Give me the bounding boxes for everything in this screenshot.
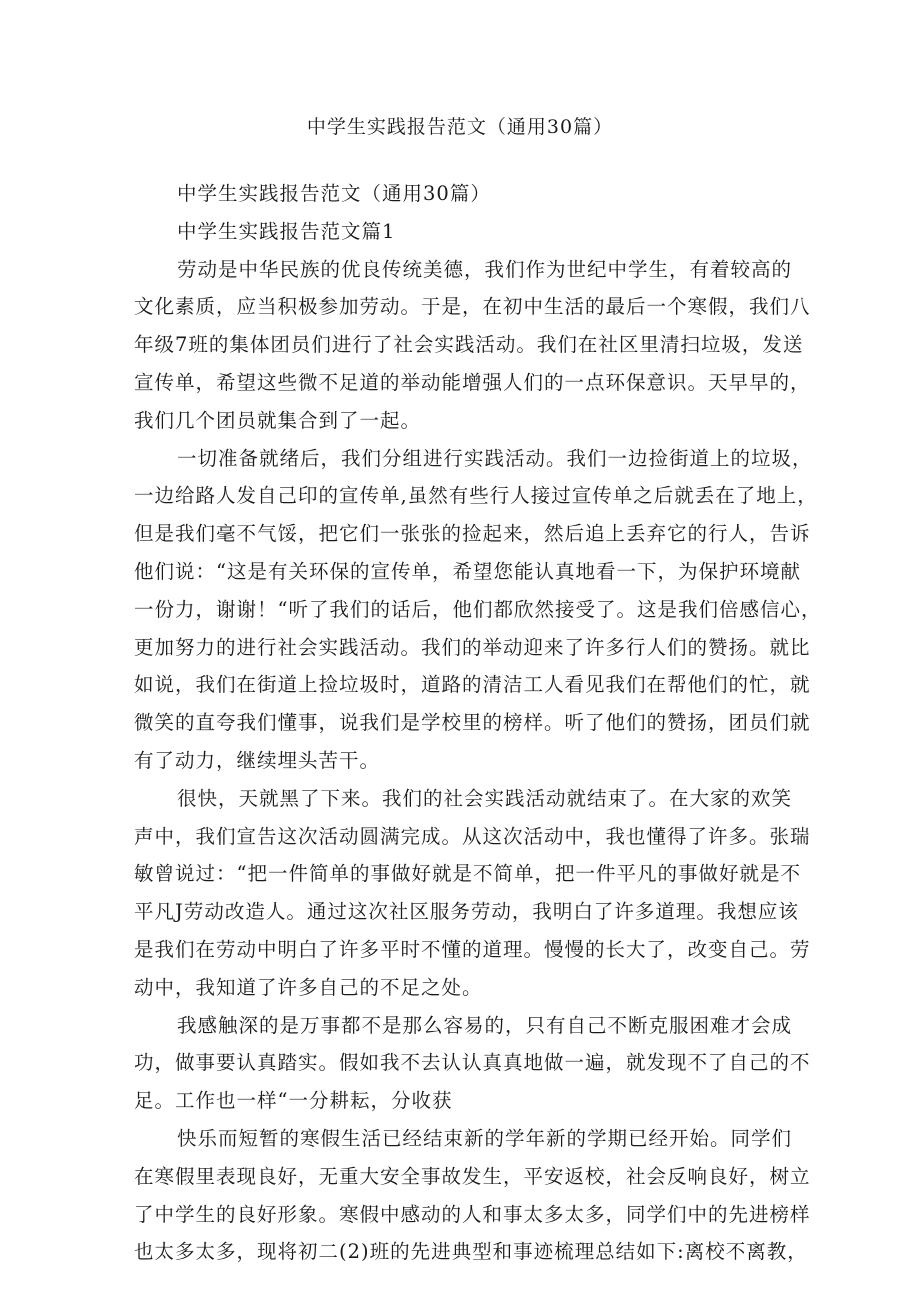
text-line: 我们几个团员就集合到了一起。: [134, 408, 422, 432]
document-title: 中学生实践报告范文（通用30篇）: [306, 116, 614, 138]
text-line: 平凡J劳动改造人。通过这次社区服务劳动，我明白了许多道理。我想应该: [134, 900, 799, 924]
text-line: 动中，我知道了许多自己的不足之处。: [134, 975, 483, 999]
text-line: 足。工作也一样“一分耕耘，分收获: [134, 1089, 453, 1113]
text-line: 声中，我们宣告这次活动圆满完成。从这次活动中，我也懂得了许多。张瑞: [134, 824, 811, 848]
text-line: 微笑的直夸我们懂事，说我们是学校里的榜样。听了他们的赞扬，团员们就: [134, 711, 811, 735]
text-line: 了中学生的良好形象。寒假中感动的人和事太多太多，同学们中的先进榜样: [134, 1202, 811, 1226]
text-line: 但是我们毫不气馁，把它们一张张的捡起来，然后追上丢弃它的行人，告诉: [134, 522, 811, 546]
text-line: 在寒假里表现良好，无重大安全事故发生，平安返校，社会反响良好，树立: [134, 1164, 811, 1188]
text-line: 如说，我们在街道上捡垃圾时，道路的清洁工人看见我们在帮他们的忙，就: [134, 673, 811, 697]
text-line: 中学生实践报告范文（通用30篇）: [177, 182, 491, 205]
text-line: 我感触深的是万事都不是那么容易的，只有自己不断克服困难才会成: [177, 1013, 793, 1037]
text-line: 宣传单，希望这些微不足道的举动能增强人们的一点环保意识。天早早的，: [134, 370, 811, 394]
text-line: 快乐而短暂的寒假生活已经结束新的学年新的学期已经开始。同学们: [177, 1126, 793, 1150]
text-line: 敏曾说过：“把一件简单的事做好就是不简单，把一件平凡的事做好就是不: [134, 862, 801, 886]
text-line: 年级7班的集体团员们进行了社会实践活动。我们在社区里清扫垃圾，发送: [134, 333, 804, 357]
text-line: 一边给路人发自己印的宣传单,虽然有些行人接过宣传单之后就丢在了地上，: [134, 484, 818, 508]
text-line: 中学生实践报告范文篇1: [177, 219, 396, 243]
text-line: 一切准备就绪后，我们分组进行实践活动。我们一边捡街道上的垃圾，: [177, 446, 813, 470]
document-body: [134, 180, 822, 1276]
text-line: 更加努力的进行社会实践活动。我们的举动迎来了许多行人们的赞扬。就比: [134, 635, 811, 659]
text-line: 一份力，谢谢！“听了我们的话后，他们都欣然接受了。这是我们倍感信心，: [134, 597, 822, 621]
text-line: 很快，天就黑了下来。我们的社会实践活动就结束了。在大家的欢笑: [177, 786, 793, 810]
text-line: 他们说：“这是有关环保的宣传单，希望您能认真地看一下，为保护环境献: [134, 559, 801, 583]
text-line: 劳动是中华民族的优良传统美德，我们作为世纪中学生，有着较高的: [177, 257, 793, 281]
text-line: 文化素质，应当积极参加劳动。于是，在初中生活的最后一个寒假，我们八: [134, 295, 811, 319]
text-line: 功，做事要认真踏实。假如我不去认认真真地做一遍，就发现不了自己的不: [134, 1051, 811, 1075]
text-line: 也太多太多，现将初二(2)班的先进典型和事迹梳理总结如下:离校不离教，: [134, 1240, 808, 1264]
text-line: 有了动力，继续埋头苦干。: [134, 748, 381, 772]
text-line: 是我们在劳动中明白了许多平时不懂的道理。慢慢的长大了，改变自己。劳: [134, 937, 811, 961]
